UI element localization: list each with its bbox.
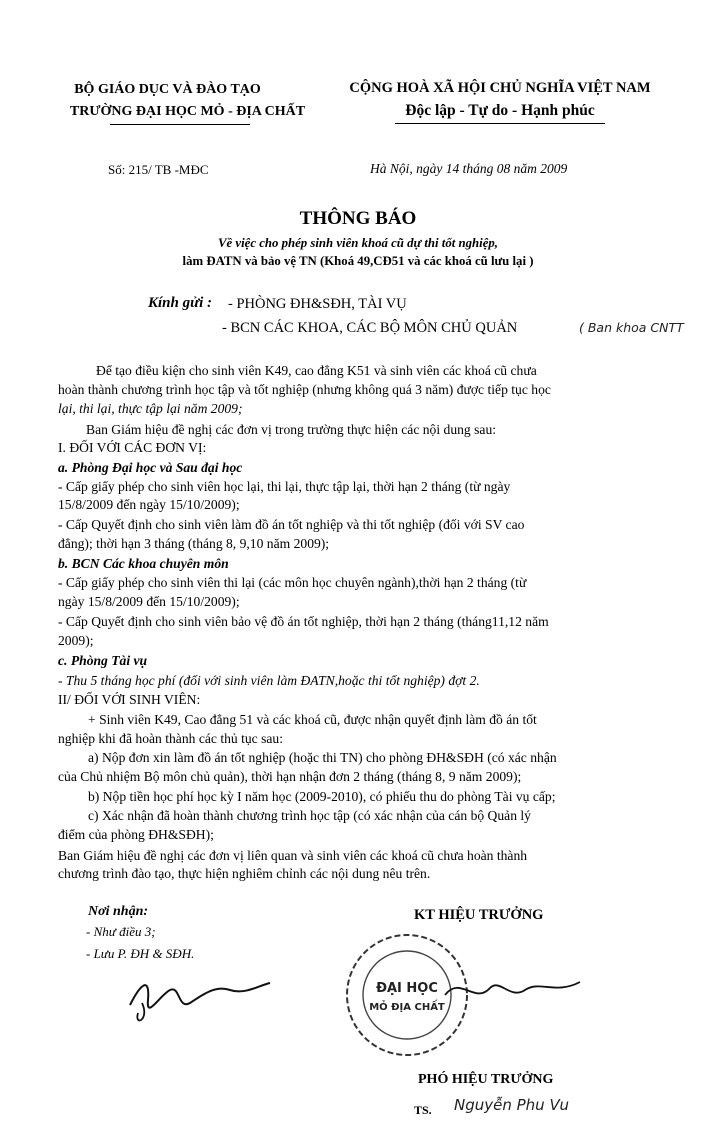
- section1-title: I. ĐỐI VỚI CÁC ĐƠN VỊ:: [58, 440, 207, 455]
- sub-a-item-2: 15/8/2009 đến ngày 15/10/2009);: [58, 497, 240, 512]
- national-motto: Độc lập - Tự do - Hạnh phúc: [405, 102, 595, 119]
- section2-line-7: điểm của phòng ĐH&SĐH);: [58, 827, 214, 842]
- sub-a-title: a. Phòng Đại học và Sau đại học: [58, 460, 243, 475]
- sub-a-item-4: đẳng); thời hạn 3 tháng (tháng 8, 9,10 năm 2009);: [58, 536, 330, 551]
- recipients-footer-item-1: - Như điều 3;: [86, 924, 156, 939]
- sub-b-item-2: ngày 15/8/2009 đến 15/10/2009);: [58, 594, 240, 609]
- republic-name: CỘNG HOÀ XÃ HỘI CHỦ NGHĨA VIỆT NAM: [349, 80, 651, 96]
- handwritten-note: ( Ban khoa CNTT: [579, 320, 684, 335]
- document-title: THÔNG BÁO: [299, 208, 417, 229]
- signer-title-prefix: TS.: [414, 1103, 432, 1117]
- sub-a-item-3: - Cấp Quyết định cho sinh viên làm đồ án tốt nghiệp và thi tốt nghiệp (đối với SV cao: [58, 517, 525, 532]
- section2-line-1: + Sinh viên K49, Cao đẳng 51 và các khoá cũ, được nhận quyết định làm đồ án tốt: [88, 712, 537, 727]
- recipient-line-1: - PHÒNG ĐH&SĐH, TÀI VỤ: [228, 296, 407, 312]
- sub-c-title: c. Phòng Tài vụ: [58, 653, 148, 668]
- recipients-label: Kính gửi :: [148, 295, 213, 311]
- principal-signature: [440, 960, 590, 1020]
- document-number: Số: 215/ TB -MĐC: [108, 162, 209, 177]
- recipients-footer-item-2: - Lưu P. ĐH & SĐH.: [86, 946, 195, 961]
- section2-line-4: của Chủ nhiệm Bộ môn chủ quản), thời hạn nhận đơn 2 tháng (tháng 8, 9 năm 2009);: [58, 769, 522, 784]
- sub-c-item: - Thu 5 tháng học phí (đối với sinh viên làm ĐATN,hoặc thi tốt nghiệp) đợt 2.: [58, 673, 480, 688]
- signer-name: Nguyễn Phu Vu: [454, 1096, 569, 1114]
- section2-line-6: c) Xác nhận đã hoàn thành chương trình học tập (có xác nhận của cán bộ Quản lý: [88, 808, 531, 823]
- sub-b-item-4: 2009);: [58, 633, 94, 648]
- initial-signature: [120, 965, 280, 1035]
- sub-b-item-3: - Cấp Quyết định cho sinh viên bảo vệ đồ án tốt nghiệp, thời hạn 2 tháng (tháng11,12 năm: [58, 614, 549, 629]
- recipient-line-2: - BCN CÁC KHOA, CÁC BỘ MÔN CHỦ QUẢN: [222, 320, 518, 336]
- svg-text:ĐẠI HỌC: ĐẠI HỌC: [376, 981, 438, 996]
- sub-a-item-1: - Cấp giấy phép cho sinh viên học lại, thi lại, thực tập lại, thời hạn 2 tháng (từ ngày: [58, 479, 511, 494]
- document-subject-line-2: làm ĐATN và bảo vệ TN (Khoá 49,CĐ51 và các khoá cũ lưu lại ): [182, 254, 534, 268]
- intro-line-4: Ban Giám hiệu đề nghị các đơn vị trong trường thực hiện các nội dung sau:: [86, 422, 497, 437]
- sub-b-title: b. BCN Các khoa chuyên môn: [58, 556, 229, 571]
- section2-title: II/ ĐỐI VỚI SINH VIÊN:: [58, 692, 201, 707]
- kt-hieu-truong-label: KT HIỆU TRƯỞNG: [414, 907, 544, 923]
- ministry-name: BỘ GIÁO DỤC VÀ ĐÀO TẠO: [74, 82, 261, 97]
- header-underline-right: [395, 123, 605, 124]
- pho-hieu-truong-label: PHÓ HIỆU TRƯỞNG: [418, 1072, 554, 1087]
- sub-b-item-1: - Cấp giấy phép cho sinh viên thi lại (các môn học chuyên ngành),thời hạn 2 tháng (từ: [58, 575, 527, 590]
- closing-line-1: Ban Giám hiệu đề nghị các đơn vị liên quan và sinh viên các khoá cũ chưa hoàn thành: [58, 848, 528, 863]
- svg-text:MỎ ĐỊA CHẤT: MỎ ĐỊA CHẤT: [369, 1002, 445, 1013]
- intro-line-1: Để tạo điều kiện cho sinh viên K49, cao đẳng K51 và sinh viên các khoá cũ chưa: [96, 363, 537, 378]
- intro-line-3: lại, thi lại, thực tập lại năm 2009;: [58, 401, 243, 416]
- document-date: Hà Nội, ngày 14 tháng 08 năm 2009: [370, 161, 568, 176]
- section2-line-2: nghiệp khi đã hoàn thành các thủ tục sau:: [58, 731, 283, 746]
- intro-line-2: hoàn thành chương trình học tập và tốt nghiệp (nhưng không quá 3 năm) được tiếp tục học: [58, 382, 551, 397]
- recipients-footer-label: Nơi nhận:: [88, 904, 149, 919]
- header-underline-left: [110, 124, 250, 125]
- university-name: TRƯỜNG ĐẠI HỌC MỎ - ĐỊA CHẤT: [69, 104, 306, 119]
- section2-line-3: a) Nộp đơn xin làm đồ án tốt nghiệp (hoặc thi TN) cho phòng ĐH&SĐH (có xác nhận: [88, 750, 557, 765]
- document-subject-line-1: Về việc cho phép sinh viên khoá cũ dự thi tốt nghiệp,: [218, 236, 498, 250]
- closing-line-2: chương trình đào tạo, thực hiện nghiêm chỉnh các nội dung nêu trên.: [58, 866, 431, 881]
- section2-line-5: b) Nộp tiền học phí học kỳ I năm học (2009-2010), có phiếu thu do phòng Tài vụ cấp;: [88, 789, 556, 804]
